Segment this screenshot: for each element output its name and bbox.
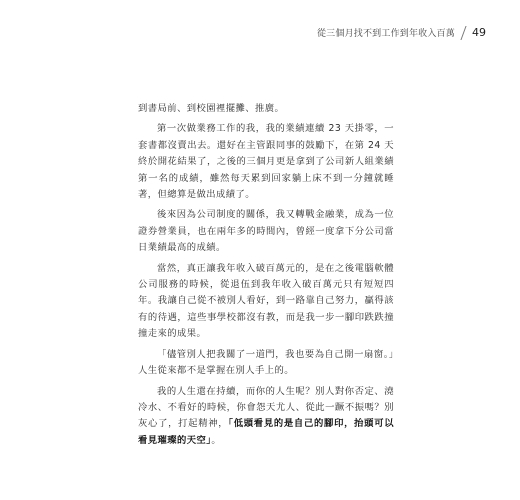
paragraph: 第一次做業務工作的我，我的業績連續 23 天掛零，一套書都沒賣出去。還好在主管跟同事的鼓勵下，在第 24 天終於開花結果了，之後的三個月更是拿到了公司新人組業績第一名的成績，雖然每天累到回家躺上床不到一分鐘就睡著，但總算是做出成績了。 [138,123,394,201]
quote-paragraph: 「儘管別人把我關了一道門，我也要為自己開一扇窗。」人生從來都不是掌握在別人手上的。 [138,348,394,377]
paragraph-text-end: 。 [211,434,222,446]
paragraph-text: 我的人生還在持續，而你的人生呢？別人對你否定、澆冷水、不看好的時候，你會怨天尤人、從此一蹶不振嗎？別灰心了，打起精神， [138,385,394,430]
paragraph [138,384,394,450]
paragraph: 後來因為公司制度的關係，我又轉戰金融業，成為一位證券營業員，也在兩年多的時間內，曾經一度拿下分公司當日業績最高的成績。 [138,209,394,254]
running-header [307,24,486,41]
paragraph: 到書局前、到校園裡擺攤、推廣。 [138,103,285,114]
running-header-title: 從三個月找不到工作到年收入百萬 [316,29,455,39]
body-text [138,101,394,449]
page-number: 49 [472,26,486,39]
paragraph: 當然，真正讓我年收入破百萬元的，是在之後電腦軟體公司服務的時候，從退伍到我年收入破百萬元只有短短四年。我讓自己從不被別人看好，到一路靠自己努力，贏得該有的待遇，這些事學校都沒有教，而是我一步一腳印跌跌撞撞走來的成果。 [138,262,394,340]
highlighted-quote: 「低頭看見的是自己的腳印，抬頭可以看見璀璨的天空」 [138,418,394,446]
